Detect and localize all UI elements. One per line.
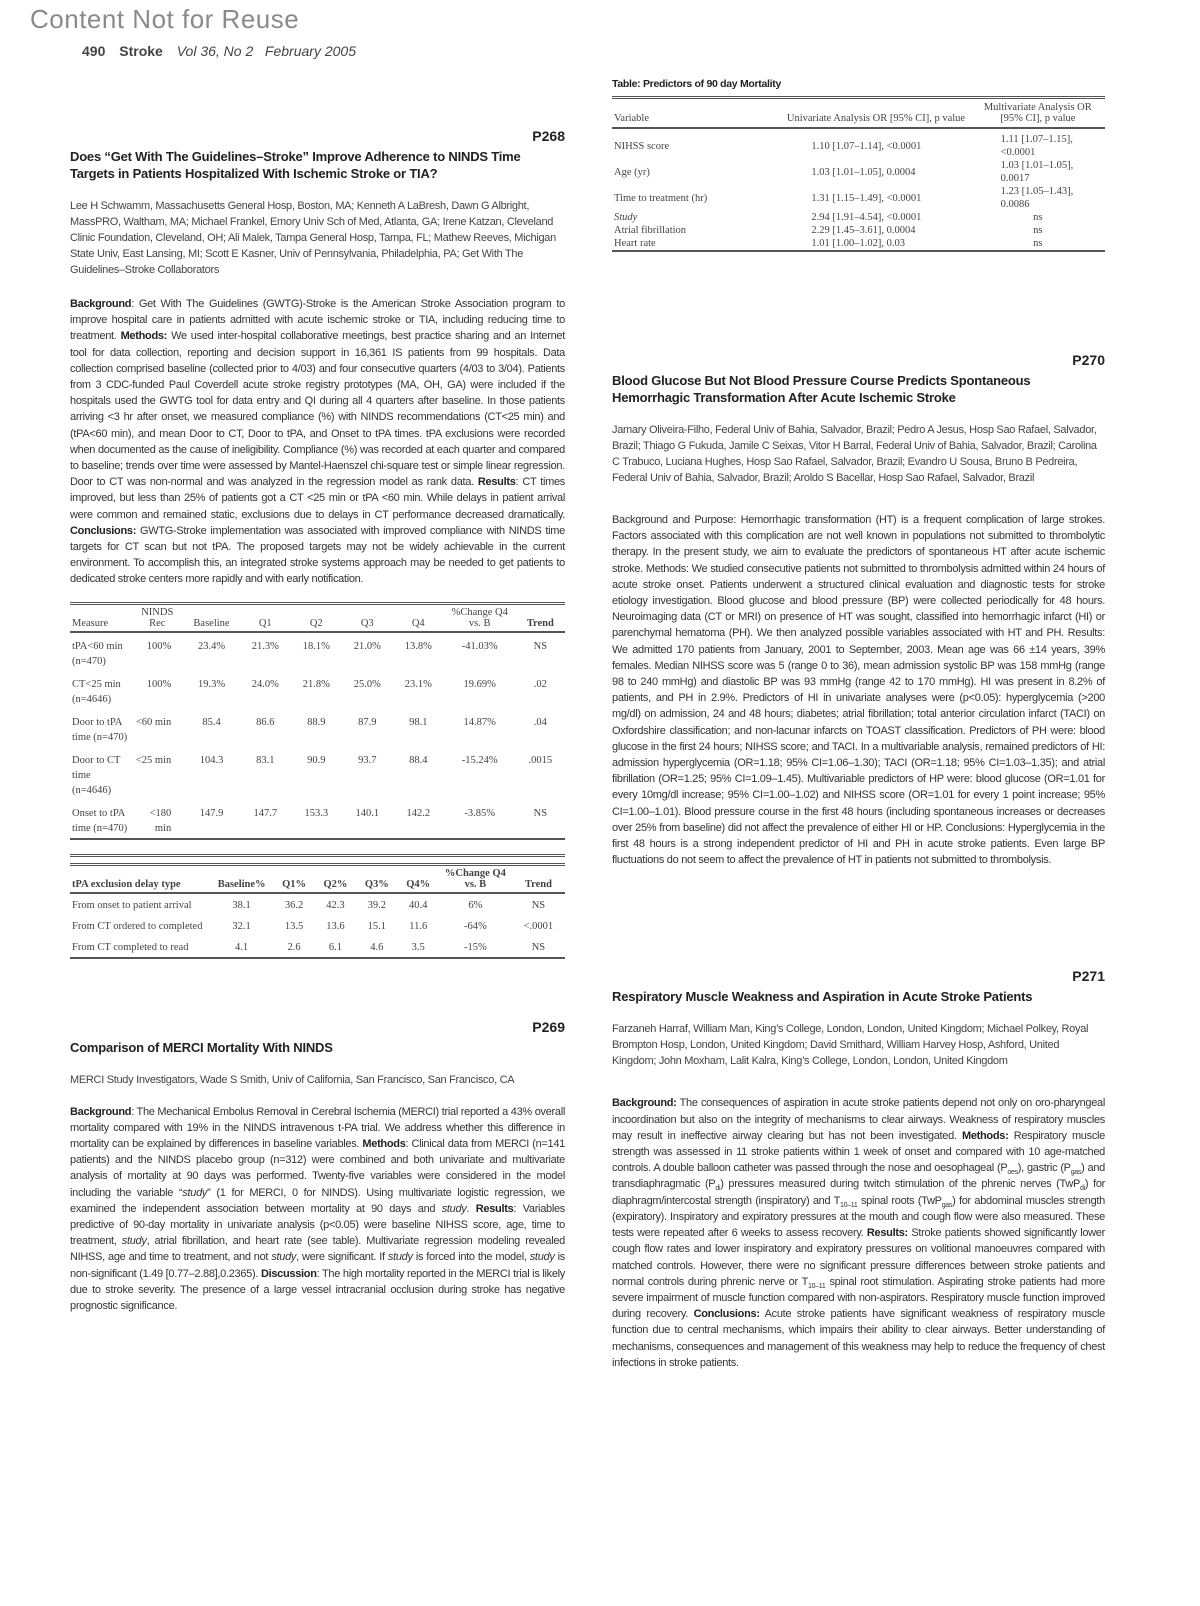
table-cell: 147.9 — [199, 807, 224, 819]
body-text: is forced into the model, — [412, 1251, 530, 1264]
row-label: From CT completed to read — [72, 941, 189, 953]
journal-date: February 2005 — [264, 43, 356, 59]
body-text: ) pressures measured during twitch stimulation of the phrenic nerves (TwP — [720, 1178, 1081, 1191]
body-text: GWTG-Stroke implementation was associated with improved compliance with NINDS time targets for CT scan but not tPA. The proposed targets may not be widely achievable in the current environment. To accomplish this, an integrated stroke systems approach may be needed to get patients to dedicated stroke centers more rapidly and with early notification. — [70, 524, 565, 586]
table-row — [70, 632, 565, 671]
table-cell: .0015 — [528, 754, 553, 766]
column-header: Baseline% — [217, 878, 266, 890]
table-row — [612, 211, 1105, 224]
column-header: Q4 — [411, 617, 425, 629]
column-header: Baseline — [193, 617, 230, 629]
abstract-authors-p269: MERCI Study Investigators, Wade S Smith, Univ of California, San Francisco, San Francisco, CA — [70, 1073, 515, 1086]
table-cell: 2.29 [1.45–3.61], 0.0004 — [811, 225, 916, 236]
table-cell: 19.3% — [197, 678, 226, 690]
body-text: : Clinical data from MERCI (n=141 patients) and the NINDS placebo group (n=312) were combined and both univariate and multivariate analysis of mortality at 90 days was performed. Twenty-five variables were considered in the model including the variable “ — [70, 1138, 565, 1199]
abstract-authors-p268: Lee H Schwamm, Massachusetts General Hosp, Boston, MA; Kenneth A LaBresh, Dawn G Albright, MassPRO, Waltham, MA; Michael Frankel, Emory Univ Sch of Med, Atlanta, GA; Irene Katzan, Cleveland Clinic Foundation, Cleveland, OH; Ali Malek, Tampa General Hosp, Tampa, FL; Mathew Reeves, Michigan State Univ, East Lansing, MI; Scott E Kasner, Univ of Pennsylvania, Philadelphia, PA; Get With The Guidelines–Stroke Collaborators — [70, 200, 556, 276]
table-cell: <60 min — [135, 716, 172, 728]
section-label: Discussion — [260, 1267, 317, 1280]
body-text: The consequences of aspiration in acute stroke patients depend not only on oro-pharyngeal incoordination but also on the integrity of mechanisms to clear airways. Weakness of respiratory muscles may result in ineffective airway clearing but has not been investigated. — [612, 1097, 1105, 1142]
table-cell: 86.6 — [256, 716, 275, 728]
table-cell: 23.1% — [404, 678, 432, 690]
column-header: Q3 — [360, 617, 374, 629]
body-text: study — [441, 1202, 467, 1215]
table-cell: 100% — [146, 678, 172, 690]
abstract-title-p269: Comparison of MERCI Mortality With NINDS — [70, 1039, 333, 1055]
column-header: Q1 — [258, 617, 272, 629]
section-label: Results: — [866, 1227, 908, 1240]
body-text: di — [1080, 1185, 1085, 1193]
abstract-body-p271 — [612, 1095, 1105, 1370]
table-cell: 98.1 — [409, 716, 428, 728]
abstract-p268 — [70, 128, 565, 959]
body-text: ” (1 for MERCI, 0 for NINDS). Using multivariate logistic regression, we examined the independent association between mortality at 90 days and — [70, 1186, 565, 1215]
table-row — [612, 224, 1105, 237]
table-header-row — [70, 864, 565, 893]
column-header: Q4% — [406, 878, 431, 890]
table-cell: 153.3 — [304, 807, 329, 819]
compliance-table-grid — [70, 602, 565, 840]
table-cell: 142.2 — [406, 807, 431, 819]
table-cell: 87.9 — [358, 716, 377, 728]
table-cell: 21.0% — [353, 640, 381, 652]
table-row — [70, 915, 565, 936]
section-label: Background — [70, 1105, 132, 1118]
exclusion-table-grid — [70, 863, 565, 959]
column-header: %Change Q4 vs. B — [451, 606, 508, 629]
table-header-row — [612, 98, 1105, 129]
body-text: : CT times improved, but less than 25% of patients got a CT <25 min or tPA <60 min. While delays in patient arrival were common and remained static, exclusions due to delays in CT performance decreased dramatically. — [70, 476, 566, 521]
column-header: Variable — [614, 113, 649, 124]
journal-name: Stroke — [119, 43, 163, 59]
table-row — [70, 747, 565, 800]
table-cell: 18.1% — [302, 640, 330, 652]
table-cell: 1.03 [1.01–1.05], 0.0017 — [1000, 160, 1074, 184]
column-header: Measure — [72, 617, 109, 629]
table-cell: 1.01 [1.00–1.02], 0.03 — [811, 238, 905, 249]
row-label: Door to CT time (n=4646) — [72, 754, 121, 796]
table-cell: 88.4 — [409, 754, 428, 766]
journal-issue: Vol 36, No 2 — [176, 43, 254, 59]
body-text: study — [121, 1235, 147, 1248]
body-text: ) and transdiaphragmatic (P — [612, 1162, 1105, 1191]
table-cell: 13.6 — [326, 920, 345, 932]
column-header: Trend — [524, 878, 552, 890]
column-header: Q3% — [364, 878, 389, 890]
abstract-id-p268: P268 — [532, 128, 565, 144]
section-label: Methods: — [120, 330, 168, 343]
table-row — [70, 800, 565, 839]
table-cell: .04 — [533, 716, 547, 728]
body-text: : Variables predictive of 90-day mortality in univariate analysis (p<0.05) were baseline NIHSS score, age, time to treatment, — [70, 1202, 566, 1248]
section-label: Background: — [612, 1097, 677, 1110]
table-cell: 19.69% — [463, 678, 496, 690]
body-text: gas — [1070, 1169, 1082, 1177]
body-text: . — [466, 1202, 476, 1215]
section-label: Methods: — [961, 1129, 1009, 1142]
column-header: tPA exclusion delay type — [72, 878, 181, 890]
table-row — [612, 128, 1105, 159]
row-label: tPA<60 min (n=470) — [72, 640, 123, 667]
body-text: , were significant. If — [296, 1251, 388, 1264]
table-cell: 4.6 — [370, 941, 384, 953]
column-header: Q2 — [309, 617, 323, 629]
table-cell: <25 min — [135, 754, 172, 766]
section-label: Conclusions: — [70, 524, 137, 537]
body-text: 10–11 — [808, 1282, 826, 1290]
table-cell: 15.1 — [367, 920, 386, 932]
body-text: Stroke patients showed significantly lower cough flow rates and lower inspiratory and expiratory pressures on volitional manoeuvres compared with matched controls. However, there were no significant pressure differences between stroke patients and normal controls during phrenic nerve or T — [612, 1227, 1105, 1288]
left-column — [70, 128, 565, 1314]
body-text: Respiratory muscle strength was assessed in 11 stroke patients within 1 week of onset and compared with 10 age-matched controls. A double balloon catheter was passed through the nose and oesophageal (P — [612, 1129, 1105, 1175]
abstract-title-p271: Respiratory Muscle Weakness and Aspiration in Acute Stroke Patients — [612, 989, 1033, 1005]
table-cell: 1.23 [1.05–1.43], 0.0086 — [1000, 186, 1074, 210]
row-label: Age (yr) — [614, 166, 650, 178]
column-header: %Change Q4 vs. B — [444, 867, 506, 890]
table-cell: 93.7 — [358, 754, 377, 766]
column-header: Multivariate Analysis OR [95% CI], p value — [983, 102, 1092, 124]
table-row — [70, 671, 565, 709]
table-cell: -15.24% — [461, 754, 498, 766]
mortality-table — [612, 96, 1105, 252]
table-cell: 100% — [146, 640, 172, 652]
table-cell: 147.7 — [253, 807, 278, 819]
table-row — [612, 159, 1105, 185]
table-cell: 39.2 — [367, 899, 386, 911]
abstract-p270 — [612, 352, 1105, 868]
body-text: study — [271, 1251, 297, 1264]
row-label: Heart rate — [614, 238, 656, 249]
section-label: Results — [475, 1202, 514, 1215]
table-cell: 21.8% — [302, 678, 330, 690]
table-cell: 104.3 — [199, 754, 224, 766]
body-text: We used inter-hospital collaborative meetings, best practice sharing and an Internet tool for data collection, reporting and decision support in 16,361 IS patients from 99 hospitals. Data collection comprised baseline (collected prior to 4/03) and four consecutive quarters (4/03 to 3/04). Patients from 3 CDC-funded Paul Coverdell acute stroke registry prototypes (MA, OH, GA) were included if the hospitals used the GWTG tool for data entry and QI during all 4 quarters after baseline. In those patients arriving <3 hr after onset, we measured compliance (%) with NINDS recommendations (CT<25 min) and (tPA<60 min), and mean Door to CT, Door to tPA, and Onset to tPA times. tPA exclusions were recorded when documented as the cause of ineligibility. Compliance (%) was recorded at each quarter and compared to baseline; trends over time were assessed by Mantel-Haenszel chi-square test or simple linear regression. Door to CT was non-normal and was analyzed in the regression model as rank data. — [70, 330, 565, 489]
row-label: From CT ordered to completed — [72, 920, 203, 932]
column-header: Q1% — [282, 878, 306, 890]
table-cell: 90.9 — [307, 754, 326, 766]
watermark: Content Not for Reuse — [30, 4, 300, 34]
abstract-authors-p271: Farzaneh Harraf, William Man, King’s College, London, London, United Kingdom; Michael Polkey, Royal Brompton Hosp, London, United Kingdom; David Smithard, William Harvey Hosp, Ashford, United Kingdom; John Moxham, Lalit Kalra, King’s College, London, London, United Kingdom — [612, 1023, 1089, 1068]
table-cell: 23.4% — [197, 640, 226, 652]
abstract-body-p269 — [70, 1104, 565, 1315]
table-cell: 13.8% — [404, 640, 432, 652]
abstract-id-p270: P270 — [1072, 352, 1105, 368]
table-rule — [70, 854, 565, 863]
body-text: gas — [941, 1201, 953, 1209]
section-label: Methods — [362, 1138, 406, 1151]
body-text: 10–11 — [840, 1201, 858, 1209]
mortality-table-grid — [612, 96, 1105, 252]
section-label: Background — [70, 298, 132, 310]
abstract-title-p268: Does “Get With The Guidelines–Stroke” Improve Adherence to NINDS Time Targets in Patients Hospitalized With Ischemic Stroke or TIA? — [70, 149, 521, 181]
body-text: Background and Purpose: Hemorrhagic transformation (HT) is a frequent complication of large strokes. Factors associated with this complication are not well known in populations not submitted to thrombolytic therapy. In the present study, we aim to evaluate the predictors of spontaneous HT after acute ischemic stroke. Methods: We studied consecutive patients not submitted to thrombolysis admitted within 24 hours of acute stroke onset. Patients underwent a structured clinical evaluation and diagnostic tests for stroke etiology investigation. Blood glucose and blood pressure (BP) were collected periodically for 48 hours. Neuroimaging data (CT or MRI) on presence of HT was sought, classified into hemorrhagic infarct (HI) or parenchymal hematoma (PH). We then analyzed possible variables associated with HT and PH. Results: We admitted 170 patients from January, 2001 to September, 2003. Mean age was 66 ±14 years, 39% females. Median NIHSS score was 5 (range 0 to 36), mean admission systolic BP was 158 mmHg (range 98 to 240 mmHg) and diastolic BP was 93 mmHg (range 42 to 170 mmHg). HI was present in 8.2% of patients, and PH in 2.9%. Predictors of HI in univariate analyses were (p<0.05): hyperglycemia (>200 mg/dl) on admission, 24 and 48 hours; diabetes; atrial fibrillation; total anterior circulation infarct (TACI) on Oxfordshire classification; and non-lacunar infarcts on TOAST classification. Predictors of PH were: blood glucose in the first 24 hours; NIHSS score; and TACI. In a multivariable analysis, remained predictors of HI: admission hyperglycemia (OR=1.18; 95% CI=1.06–1.30); TACI (OR=1.18; 95% CI=1.03–1.35); and atrial fibrillation (OR=1.25; 95% CI=1.09–1.45). Multivariable predictors of HP were: blood glucose (OR=1.01 for every 10mg/dl increase; 95% CI=1.00–1.02) and NIHSS score (OR=1.01 for every 1 point increase; 95% CI=1.00–1.01). Blood pressure course in the first 48 hours (including spontaneous increases or decreases over 25% from baseline) did not affect the prevalence of either HI or HP. Conclusions: Hyperglycemia in the first 48 hours is a strong independent predictor of HI and PH in acute stroke patients. Even large BP fluctuations do not seem to affect the prevalence of HT in patients not submitted to thrombolysis. — [612, 514, 1105, 867]
table-row — [70, 893, 565, 915]
table-cell: ns — [1033, 212, 1043, 223]
column-header: Trend — [526, 617, 554, 629]
table-cell: 42.3 — [326, 899, 345, 911]
table-row — [612, 237, 1105, 251]
body-text: study — [387, 1251, 413, 1264]
body-text: : Get With The Guidelines (GWTG)-Stroke is the American Stroke Association program to improve hospital care in patients admitted with acute ischemic stroke or TIA, including reducing time to treatment. — [70, 298, 565, 343]
table-cell: NS — [533, 640, 548, 652]
table-cell: <.0001 — [523, 920, 554, 932]
table-cell: 38.1 — [232, 899, 251, 911]
abstract-body-p268 — [70, 296, 565, 588]
compliance-table — [70, 602, 565, 840]
exclusion-table — [70, 854, 565, 959]
table-cell: NS — [531, 941, 546, 953]
body-text: : The Mechanical Embolus Removal in Cerebral Ischemia (MERCI) trial reported a 43% overall mortality compared with 19% in the NINDS intravenous t-PA trial. We address whether this difference in mortality can be explained by differences in baseline variables. — [70, 1105, 565, 1151]
table-row — [612, 185, 1105, 211]
table-cell: NS — [531, 899, 546, 911]
body-text: ) for diaphragm/intercostal strength (inspiratory) and T — [612, 1178, 1106, 1207]
table-cell: 1.31 [1.15–1.49], <0.0001 — [811, 192, 922, 204]
table-cell: 14.87% — [463, 716, 496, 728]
table-cell: NS — [533, 807, 548, 819]
table-cell: 11.6 — [409, 920, 428, 932]
table-cell: ns — [1033, 238, 1043, 249]
table-cell: 2.94 [1.91–4.54], <0.0001 — [811, 212, 922, 223]
table-cell: 24.0% — [251, 678, 279, 690]
body-text: ) for abdominal muscles strength (expiratory). Inspiratory and expiratory pressures at the mouth and cough flow were also measured. These tests were repeated after 6 weeks to assess recovery. — [612, 1194, 1105, 1240]
section-label: Conclusions: — [693, 1308, 760, 1321]
table-row — [70, 936, 565, 958]
body-text: : The high mortality reported in the MERCI trial is likely due to stroke severity. The presence of a large vessel intracranial occlusion during stroke has negative prognostic significance. — [70, 1267, 565, 1313]
table-cell: 1.11 [1.07–1.15], <0.0001 — [1000, 134, 1073, 158]
column-header: Univariate Analysis OR [95% CI], p value — [786, 113, 966, 124]
table-row — [70, 709, 565, 747]
body-text: , atrial fibrillation, and heart rate (see table). Multivariate regression modeling revealed NIHSS, age and time to treatment, and not — [70, 1235, 565, 1264]
abstract-p271 — [612, 968, 1105, 1370]
table-cell: 13.5 — [284, 920, 304, 932]
table-cell: 2.6 — [287, 941, 301, 953]
table-cell: 6% — [468, 899, 483, 911]
table-cell: -64% — [463, 920, 487, 932]
body-text: Acute stroke patients have significant weakness of respiratory muscle function due to central mechanisms, which impairs their ability to clear airways. Better understanding of mechanisms, consequences and management of this weakness may help to reduce the frequency of chest infections in stroke patients. — [612, 1308, 1106, 1369]
row-label: NIHSS score — [614, 140, 670, 152]
row-label: Time to treatment (hr) — [614, 192, 708, 204]
table-cell: 6.1 — [328, 941, 342, 953]
body-text: di — [715, 1185, 721, 1193]
table-cell: -3.85% — [464, 807, 496, 819]
row-label: Study — [614, 212, 638, 223]
table-header-row — [70, 603, 565, 632]
row-label: Door to tPA time (n=470) — [72, 716, 128, 743]
table-cell: 85.4 — [202, 716, 221, 728]
table-cell: <180 min — [149, 807, 172, 834]
table-cell: 25.0% — [353, 678, 381, 690]
section-label: Results — [477, 476, 516, 489]
table-cell: 1.10 [1.07–1.14], <0.0001 — [811, 140, 922, 152]
column-header: Q2% — [323, 878, 348, 890]
row-label: Atrial fibrillation — [614, 225, 687, 236]
abstract-title-p270: Blood Glucose But Not Blood Pressure Course Predicts Spontaneous Hemorrhagic Transformation After Acute Ischemic Stroke — [612, 373, 1031, 405]
body-text: oes — [1007, 1169, 1018, 1177]
table-cell: 140.1 — [355, 807, 380, 819]
table-cell: 32.1 — [232, 920, 251, 932]
page-number: 490 — [82, 43, 106, 59]
body-text: study — [182, 1186, 208, 1199]
mortality-table-caption: Table: Predictors of 90 day Mortality — [612, 78, 782, 90]
row-label: Onset to tPA time (n=470) — [72, 807, 128, 834]
body-text: spinal root stimulation. Aspirating stroke patients had more severe impairment of muscle function compared with non-aspirators. Respiratory muscle function improved during recovery. — [612, 1275, 1105, 1321]
abstract-id-p271: P271 — [1072, 968, 1105, 985]
running-header — [82, 42, 356, 60]
abstract-authors-p270: Jamary Oliveira-Filho, Federal Univ of Bahia, Salvador, Brazil; Pedro A Jesus, Hosp Sao Rafael, Salvador, Brazil; Thiago G Fukuda, Jamile C Seixas, Vitor H Barral, Federal Univ of Bahia, Salvador, Brazil; Carolina C Trabuco, Luciana Hughes, Hosp Sao Rafael, Salvador, Brazil; Evandro U Sousa, Bruno B Pedreira, Federal Univ of Bahia, Salvador, Brazil; Aroldo S Bacellar, Hosp Sao Rafael, Salvador, Brazil — [612, 424, 1097, 484]
body-text: is non-significant (1.49 [0.77–2.88],0.2365). — [70, 1251, 566, 1280]
body-text: ), gastric (P — [1017, 1162, 1071, 1175]
table-cell: 21.3% — [251, 640, 279, 652]
table-cell: 4.1 — [235, 941, 249, 953]
row-label: CT<25 min (n=4646) — [72, 678, 121, 705]
table-cell: 83.1 — [256, 754, 275, 766]
table-cell: 1.03 [1.01–1.05], 0.0004 — [811, 166, 916, 178]
table-cell: 36.2 — [284, 899, 304, 911]
table-cell: 88.9 — [307, 716, 326, 728]
abstract-id-p269: P269 — [532, 1018, 565, 1035]
table-cell: 3.5 — [411, 941, 425, 953]
table-cell: .02 — [533, 678, 547, 690]
body-text: study — [529, 1251, 555, 1264]
right-column — [612, 78, 1105, 1371]
body-text: spinal roots (TwP — [857, 1194, 942, 1207]
table-cell: -15% — [463, 941, 487, 953]
abstract-body-p270 — [612, 512, 1105, 868]
table-cell: 40.4 — [409, 899, 428, 911]
column-header: NINDS Rec — [141, 606, 174, 629]
table-cell: -41.03% — [461, 640, 498, 652]
abstract-p269 — [70, 1019, 565, 1315]
row-label: From onset to patient arrival — [72, 899, 192, 911]
table-cell: ns — [1033, 225, 1043, 236]
